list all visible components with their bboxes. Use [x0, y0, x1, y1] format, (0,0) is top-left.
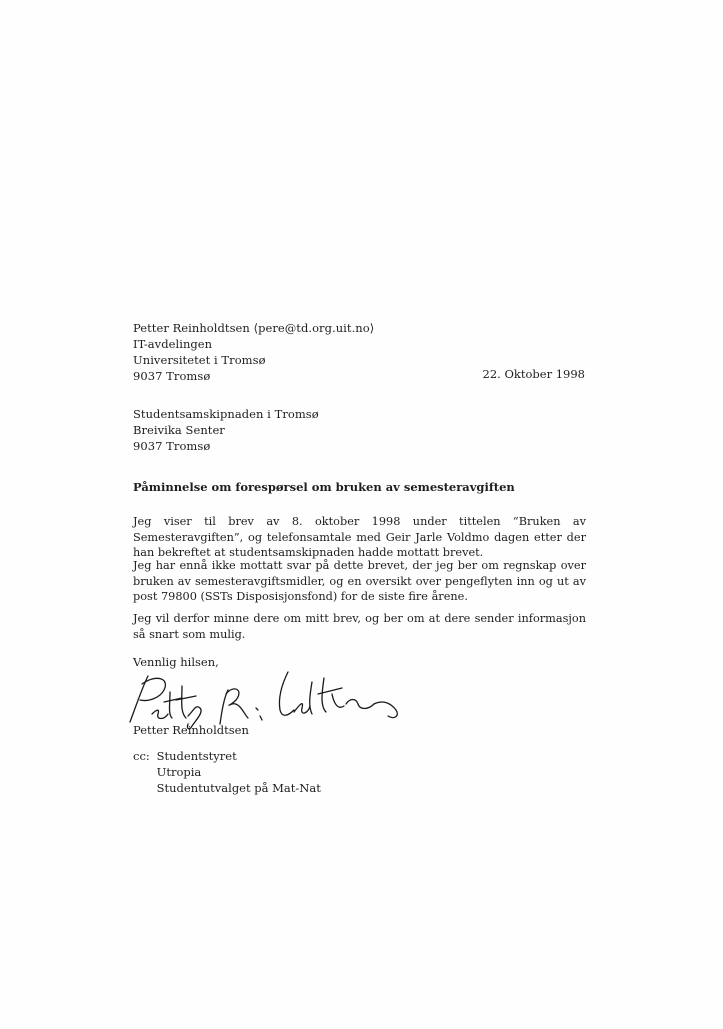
signer-name: Petter Reinholdtsen [133, 723, 249, 737]
recipient-name: Studentsamskipnaden i Tromsø [133, 407, 319, 421]
paragraph-request: Jeg har ennå ikke mottatt svar på dette brevet, der jeg ber om regnskap over bruken av semesteravgiftsmidler, og en oversikt over pengeflyten inn og ut av post 79800 (SSTs Disposisjonsfond) for de siste fire årene. [133, 559, 586, 604]
letter-date: 22. Oktober 1998 [482, 367, 585, 381]
recipient-block [133, 406, 319, 454]
closing-greeting: Vennlig hilsen, [133, 655, 219, 669]
cc-recipient: Studentutvalget på Mat-Nat [156, 781, 321, 795]
sender-department: IT-avdelingen [133, 337, 213, 351]
recipient-address: Breivika Senter [133, 423, 225, 437]
cc-list [133, 748, 321, 796]
sender-institution: Universitetet i Tromsø [133, 353, 266, 367]
cc-recipient: Studentstyret [156, 749, 237, 763]
sender-name-email: Petter Reinholdtsen ⟨pere@td.org.uit.no⟩ [133, 321, 375, 335]
cc-row [133, 748, 321, 764]
cc-row [133, 764, 321, 780]
paragraph-reference: Jeg viser til brev av 8. oktober 1998 under tittelen “Bruken av Semesteravgiften”, og telefonsamtale med Geir Jarle Voldmo dagen etter der han bekreftet at studentsamskipnaden hadde mottatt brevet. [133, 515, 586, 560]
cc-row [133, 780, 321, 796]
cc-label: cc: [133, 749, 150, 763]
paragraph-reminder: Jeg vil derfor minne dere om mitt brev, og ber om at dere sender informasjon så snart som mulig. [133, 612, 586, 641]
letter-subject: Påminnelse om forespørsel om bruken av semesteravgiften [133, 480, 515, 494]
cc-recipient: Utropia [156, 765, 202, 779]
sender-block [133, 320, 374, 384]
sender-postal: 9037 Tromsø [133, 369, 211, 383]
recipient-postal: 9037 Tromsø [133, 439, 211, 453]
